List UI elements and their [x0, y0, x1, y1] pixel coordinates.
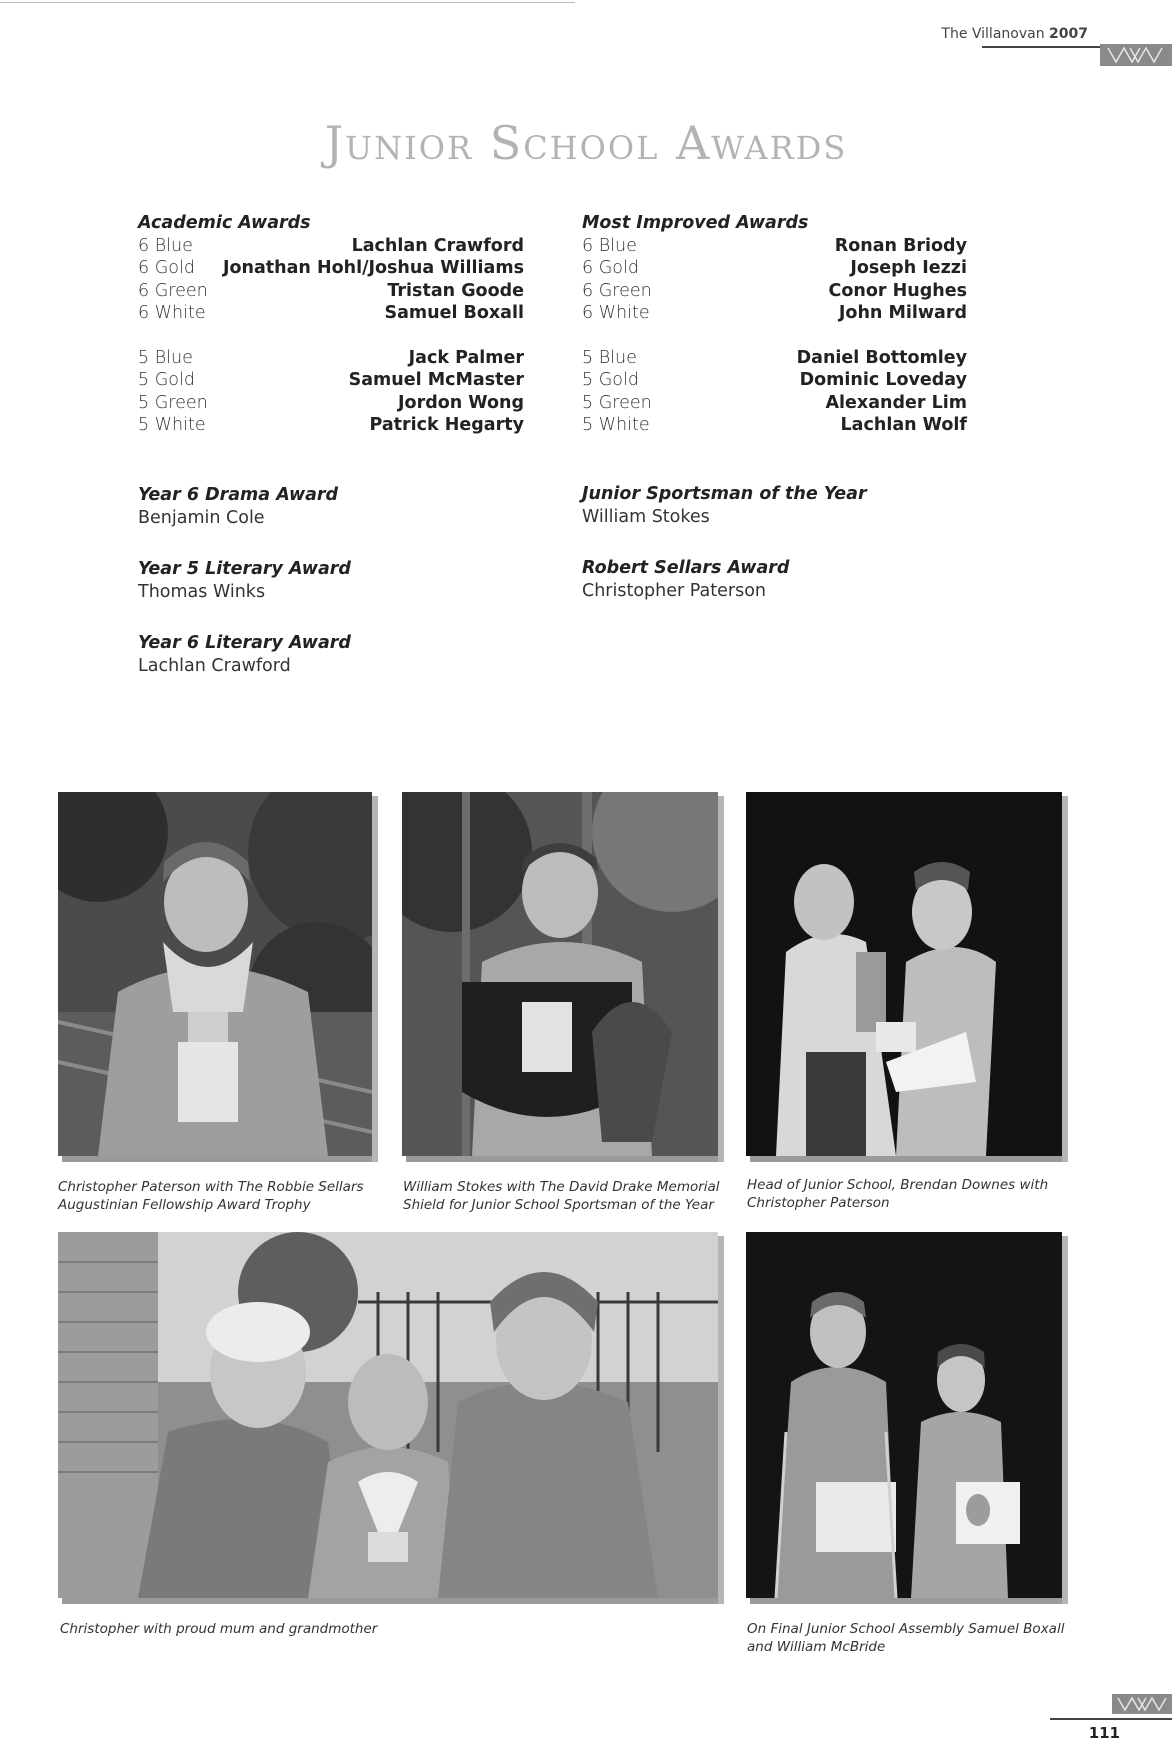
winner-name: Jonathan Hohl/Joshua Williams: [222, 258, 524, 278]
winner-name: Tristan Goode: [387, 280, 524, 301]
photo-brendan-christopher: [746, 792, 1062, 1156]
house-label: 6 Blue: [582, 235, 637, 256]
caption-line: Christopher Paterson: [747, 1195, 890, 1211]
academic-awards-list: [138, 212, 524, 437]
school-logo-icon: [1100, 44, 1172, 66]
house-label: 5 Gold: [138, 370, 195, 390]
page-title: [0, 116, 1172, 170]
winner-name: Dominic Loveday: [799, 370, 967, 390]
caption-line: Shield for Junior School Sportsman of the Year: [403, 1197, 714, 1213]
list-item: [582, 392, 967, 415]
award-block: [138, 632, 351, 677]
running-head: [941, 26, 1088, 42]
photo-family: [58, 1232, 718, 1598]
photo-caption: [747, 1620, 1067, 1656]
caption-line: On Final Junior School Assembly Samuel Boxall: [747, 1621, 1065, 1637]
house-label: 5 Green: [138, 392, 208, 413]
winner-name: Samuel Boxall: [384, 303, 524, 323]
list-item: [138, 280, 524, 303]
winner-name: Lachlan Wolf: [840, 415, 967, 435]
winner-name: Jordon Wong: [398, 392, 524, 413]
award-block: [138, 484, 338, 529]
award-heading: Year 6 Literary Award: [138, 633, 351, 653]
academic-awards-heading: Academic Awards: [138, 213, 311, 233]
award-block: [582, 557, 789, 602]
house-label: 6 Gold: [138, 258, 195, 278]
list-item: [138, 235, 524, 258]
winner-name: Alexander Lim: [825, 392, 967, 413]
list-item: [138, 257, 524, 280]
page-title-text: Junior School Awards: [324, 116, 848, 170]
house-label: 6 Blue: [138, 235, 193, 256]
house-label: 5 Blue: [138, 347, 193, 368]
house-label: 5 Gold: [582, 370, 639, 390]
caption-line: Head of Junior School, Brendan Downes with: [747, 1177, 1049, 1193]
house-label: 6 Gold: [582, 258, 639, 278]
photo-shield-william: [402, 792, 718, 1156]
house-label: 6 Green: [582, 280, 652, 301]
house-label: 6 Green: [138, 280, 208, 301]
list-item: [582, 369, 967, 392]
list-item: [582, 257, 967, 280]
footer-logo-icon: [1112, 1694, 1172, 1714]
caption-line: and William McBride: [747, 1639, 886, 1655]
winner-name: Lachlan Crawford: [351, 235, 524, 256]
most-improved-awards-list: [582, 212, 967, 437]
award-winner: William Stokes: [582, 506, 710, 527]
award-heading: Year 6 Drama Award: [138, 485, 339, 505]
publication-year: 2007: [1049, 26, 1088, 42]
winner-name: John Milward: [838, 303, 967, 323]
winner-name: Daniel Bottomley: [796, 347, 967, 368]
winner-name: Samuel McMaster: [348, 370, 524, 390]
award-block: [582, 483, 867, 528]
photo-caption: [60, 1620, 560, 1638]
house-label: 5 Green: [582, 392, 652, 413]
winner-name: Joseph Iezzi: [850, 258, 967, 278]
most-improved-heading: Most Improved Awards: [582, 213, 809, 233]
winner-name: Patrick Hegarty: [369, 415, 524, 435]
list-item: [582, 280, 967, 303]
award-winner: Lachlan Crawford: [138, 655, 291, 676]
house-label: 5 White: [582, 415, 650, 435]
footer-rule: [1050, 1718, 1172, 1720]
list-item: [582, 235, 967, 258]
award-heading: Junior Sportsman of the Year: [582, 484, 867, 504]
award-heading: Year 5 Literary Award: [138, 559, 351, 579]
list-item: [138, 414, 524, 437]
photo-final-assembly: [746, 1232, 1062, 1598]
top-rule: [0, 2, 575, 3]
winner-name: Conor Hughes: [828, 280, 967, 301]
winner-name: Ronan Briody: [834, 235, 967, 256]
caption-line: William Stokes with The David Drake Memorial: [403, 1179, 720, 1195]
caption-line: Christopher Paterson with The Robbie Sellars: [58, 1179, 364, 1195]
house-label: 6 White: [582, 303, 650, 323]
publication-name: The Villanovan: [941, 26, 1045, 42]
photo-caption: [747, 1176, 1067, 1212]
list-item: [582, 414, 967, 437]
photo-caption: [403, 1178, 723, 1214]
list-item: [138, 302, 524, 325]
photo-caption: [58, 1178, 378, 1214]
list-item: [138, 347, 524, 370]
list-item: [582, 302, 967, 325]
award-winner: Christopher Paterson: [582, 580, 767, 601]
house-label: 5 Blue: [582, 347, 637, 368]
caption-line: Christopher with proud mum and grandmother: [60, 1621, 378, 1637]
list-item: [138, 392, 524, 415]
list-item: [138, 369, 524, 392]
photo-trophy-christopher: [58, 792, 372, 1156]
award-winner: Benjamin Cole: [138, 507, 265, 528]
award-block: [138, 558, 351, 603]
award-winner: Thomas Winks: [138, 581, 266, 602]
winner-name: Jack Palmer: [408, 347, 524, 368]
house-label: 5 White: [138, 415, 206, 435]
list-item: [582, 347, 967, 370]
award-heading: Robert Sellars Award: [582, 558, 790, 578]
house-label: 6 White: [138, 303, 206, 323]
caption-line: Augustinian Fellowship Award Trophy: [58, 1197, 311, 1213]
page-number: 111: [1088, 1724, 1120, 1742]
